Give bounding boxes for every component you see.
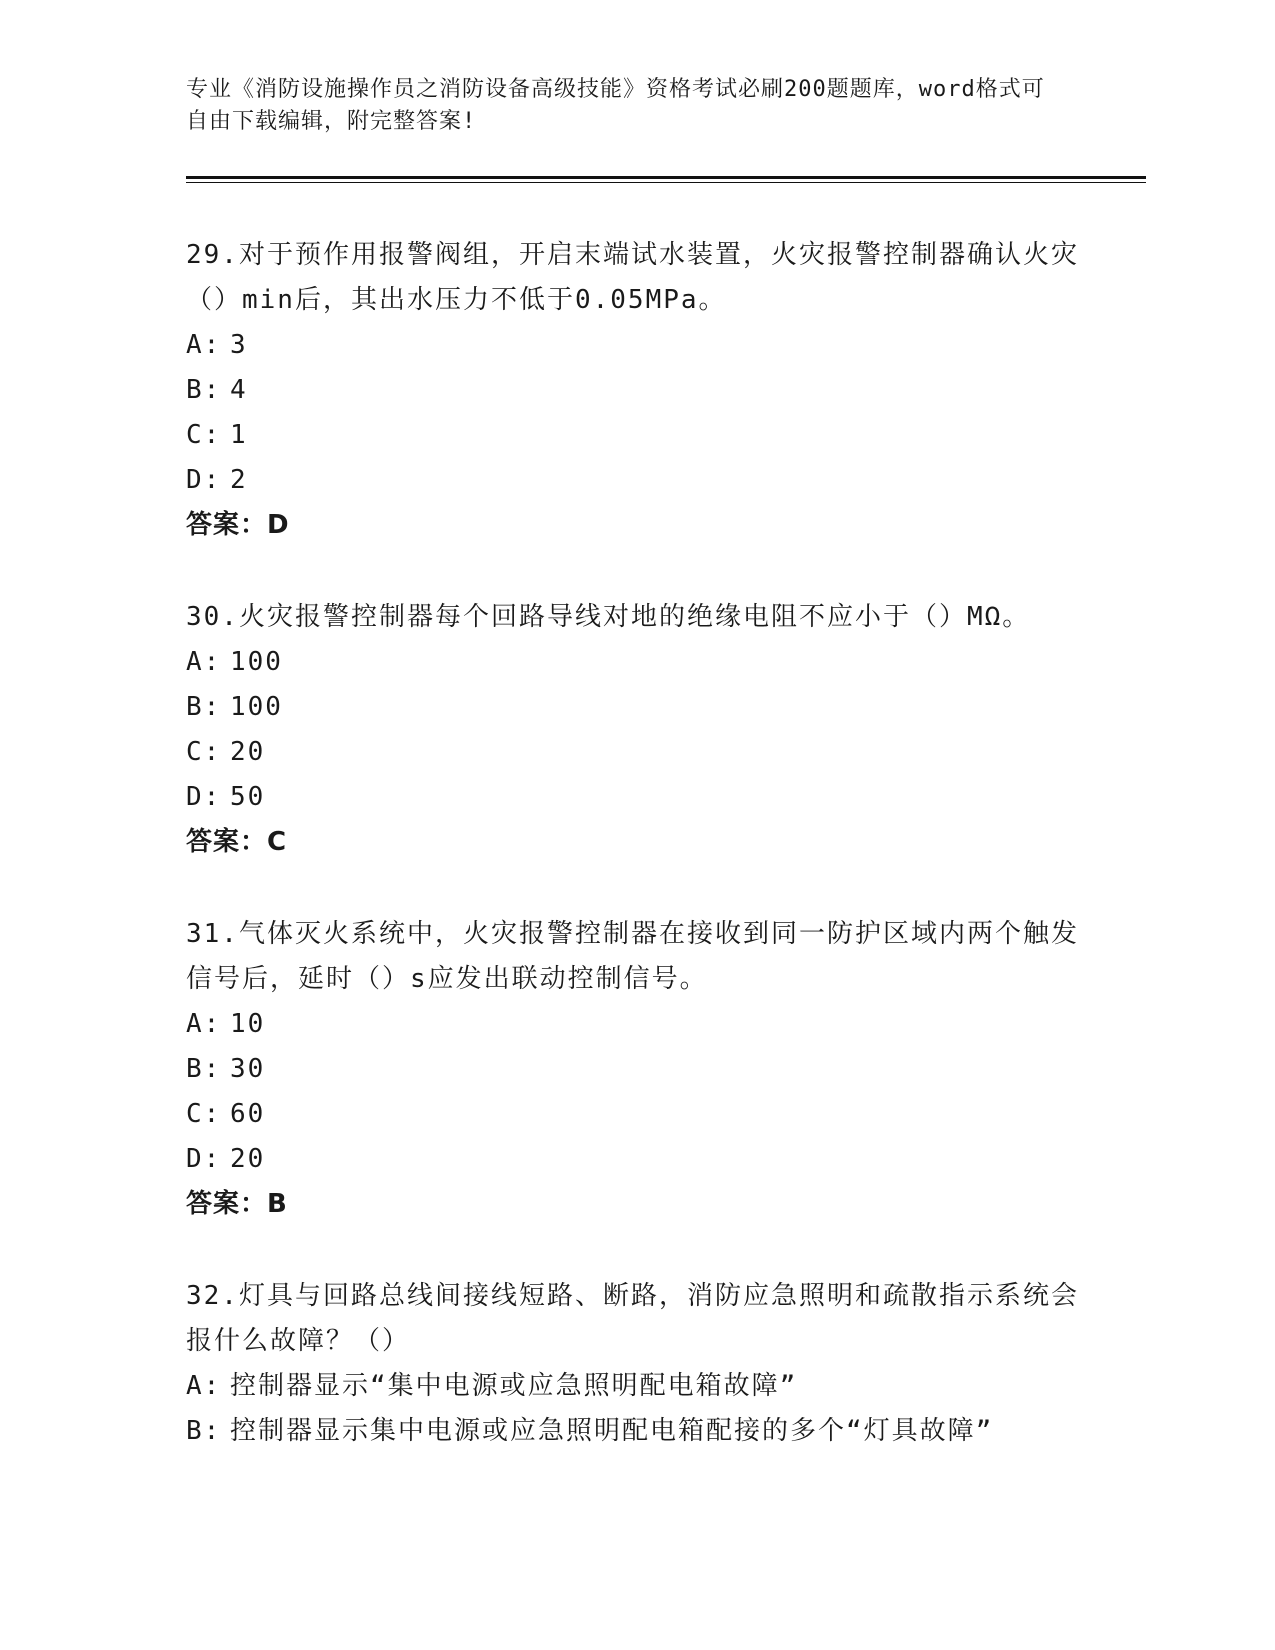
option-key: A: (186, 330, 222, 360)
option-key: D: (186, 1144, 222, 1174)
option-key: A: (186, 1371, 222, 1401)
header-divider-thin (186, 182, 1146, 183)
question-stem: 32.灯具与回路总线间接线短路、断路，消防应急照明和疏散指示系统会报什么故障？（） (186, 1281, 1079, 1356)
option-b (186, 1409, 1086, 1454)
option-a (186, 1364, 1086, 1409)
option-key: C: (186, 737, 222, 767)
option-text: 10 (230, 1009, 266, 1039)
option-text: 100 (230, 692, 283, 722)
question-32 (186, 1274, 1086, 1454)
option-key: C: (186, 420, 222, 450)
option-key: B: (186, 1054, 222, 1084)
option-c (186, 413, 1086, 458)
option-key: A: (186, 1009, 222, 1039)
option-text: 30 (230, 1054, 266, 1084)
header-divider-thick (186, 176, 1146, 179)
option-key: B: (186, 375, 222, 405)
option-text: 3 (230, 330, 248, 360)
question-stem: 31.气体灭火系统中，火灾报警控制器在接收到同一防护区域内两个触发信号后，延时（）s应发出联动控制信号。 (186, 919, 1079, 994)
answer-line: 答案：B (186, 1189, 288, 1219)
option-key: C: (186, 1099, 222, 1129)
option-d (186, 458, 1086, 503)
option-text: 控制器显示集中电源或应急照明配电箱配接的多个“灯具故障” (230, 1416, 994, 1446)
option-a (186, 323, 1086, 368)
question-31 (186, 912, 1086, 1227)
option-d (186, 775, 1086, 820)
question-30 (186, 595, 1086, 865)
option-text: 控制器显示“集中电源或应急照明配电箱故障” (230, 1371, 798, 1401)
option-text: 2 (230, 465, 248, 495)
option-key: A: (186, 647, 222, 677)
option-c (186, 730, 1086, 775)
option-key: B: (186, 1416, 222, 1446)
option-text: 20 (230, 737, 266, 767)
option-text: 1 (230, 420, 248, 450)
option-d (186, 1137, 1086, 1182)
option-b (186, 368, 1086, 413)
option-b (186, 685, 1086, 730)
answer-line: 答案：C (186, 827, 288, 857)
question-list (186, 233, 1086, 1501)
question-stem: 30.火灾报警控制器每个回路导线对地的绝缘电阻不应小于（）MΩ。 (186, 602, 1031, 632)
option-key: B: (186, 692, 222, 722)
option-text: 4 (230, 375, 248, 405)
document-header: 专业《消防设施操作员之消防设备高级技能》资格考试必刷200题题库，word格式可自由下载编辑，附完整答案! (186, 77, 1045, 134)
option-b (186, 1047, 1086, 1092)
option-text: 50 (230, 782, 266, 812)
option-a (186, 1002, 1086, 1047)
option-key: D: (186, 465, 222, 495)
question-29 (186, 233, 1086, 548)
option-c (186, 1092, 1086, 1137)
option-text: 60 (230, 1099, 266, 1129)
question-stem: 29.对于预作用报警阀组，开启末端试水装置，火灾报警控制器确认火灾（）min后，其出水压力不低于0.05MPa。 (186, 240, 1079, 315)
option-text: 20 (230, 1144, 266, 1174)
option-text: 100 (230, 647, 283, 677)
option-key: D: (186, 782, 222, 812)
answer-line: 答案：D (186, 510, 290, 540)
option-a (186, 640, 1086, 685)
